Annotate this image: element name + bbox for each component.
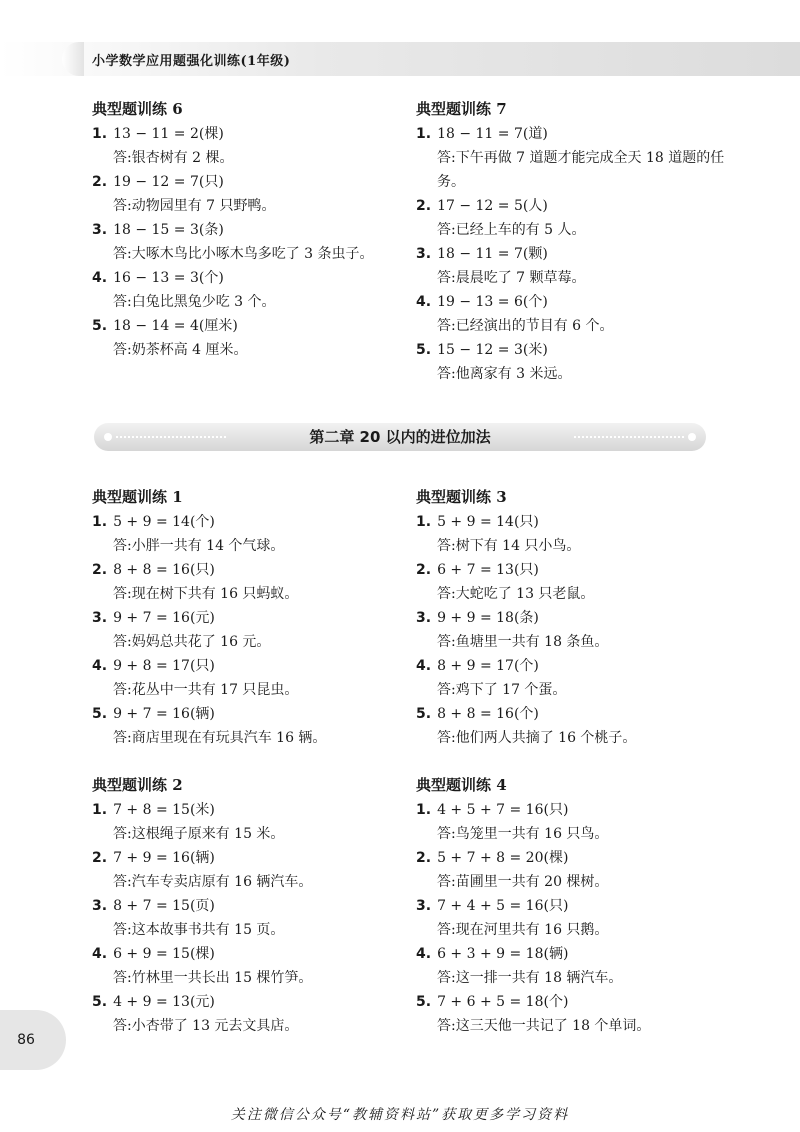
item-number: 1. — [92, 802, 108, 818]
list-item — [92, 170, 422, 218]
answer: 答:这根绳子原来有 15 米。 — [113, 826, 285, 842]
answer: 答:已经演出的节目有 6 个。 — [437, 318, 614, 334]
equation: 6 + 7 = 13(只) — [437, 562, 539, 578]
answer: 答:竹林里一共长出 15 棵竹笋。 — [113, 970, 313, 986]
equation: 9 + 9 = 18(条) — [437, 610, 539, 626]
equation: 19 − 12 = 7(只) — [113, 174, 224, 190]
equation: 18 − 11 = 7(道) — [437, 126, 548, 142]
section-practice-1 — [92, 484, 422, 750]
answer: 答:苗圃里一共有 20 棵树。 — [437, 874, 609, 890]
list-item — [92, 122, 422, 170]
item-number: 2. — [92, 850, 108, 866]
item-number: 4. — [92, 946, 108, 962]
answer: 答:小胖一共有 14 个气球。 — [113, 538, 285, 554]
item-number: 1. — [416, 126, 432, 142]
answer: 答:妈妈总共花了 16 元。 — [113, 634, 271, 650]
answer: 答:这本故事书共有 15 页。 — [113, 922, 285, 938]
list-item — [416, 510, 746, 558]
list-item — [416, 990, 746, 1038]
answer: 答:鸟笼里一共有 16 只鸟。 — [437, 826, 609, 842]
list-item — [92, 654, 422, 702]
item-number: 1. — [92, 126, 108, 142]
list-item — [416, 894, 746, 942]
equation: 8 + 7 = 15(页) — [113, 898, 215, 914]
equation: 7 + 6 + 5 = 18(个) — [437, 994, 569, 1010]
answer: 答:动物园里有 7 只野鸭。 — [113, 198, 276, 214]
banner-dotted-line — [574, 436, 684, 438]
section-title: 典型题训练 7 — [416, 100, 507, 118]
item-number: 5. — [92, 318, 108, 334]
equation: 5 + 9 = 14(个) — [113, 514, 215, 530]
list-item — [416, 242, 746, 290]
chapter-title: 第二章 20 以内的进位加法 — [309, 428, 491, 446]
equation: 17 − 12 = 5(人) — [437, 198, 548, 214]
equation: 16 − 13 = 3(个) — [113, 270, 224, 286]
list-item — [416, 122, 746, 194]
list-item — [92, 558, 422, 606]
equation: 18 − 14 = 4(厘米) — [113, 318, 238, 334]
item-number: 3. — [92, 610, 108, 626]
running-header-title: 小学数学应用题强化训练(1年级) — [92, 54, 291, 69]
section-title: 典型题训练 2 — [92, 776, 183, 794]
item-number: 1. — [416, 514, 432, 530]
list-item — [92, 314, 422, 362]
equation: 8 + 8 = 16(只) — [113, 562, 215, 578]
banner-dot-icon — [688, 433, 696, 441]
equation: 7 + 9 = 16(辆) — [113, 850, 215, 866]
page-number: 86 — [17, 1032, 35, 1048]
list-item — [92, 942, 422, 990]
answer: 答:银杏树有 2 棵。 — [113, 150, 234, 166]
item-number: 4. — [92, 270, 108, 286]
list-item — [416, 338, 746, 386]
item-number: 5. — [92, 706, 108, 722]
equation: 9 + 7 = 16(辆) — [113, 706, 215, 722]
item-number: 1. — [92, 514, 108, 530]
item-number: 4. — [416, 658, 432, 674]
answer: 答:鱼塘里一共有 18 条鱼。 — [437, 634, 609, 650]
list-item — [416, 702, 746, 750]
list-item — [92, 606, 422, 654]
list-item — [92, 846, 422, 894]
answer: 答:已经上车的有 5 人。 — [437, 222, 586, 238]
equation: 9 + 8 = 17(只) — [113, 658, 215, 674]
item-number: 5. — [416, 706, 432, 722]
item-number: 1. — [416, 802, 432, 818]
section-title: 典型题训练 4 — [416, 776, 507, 794]
list-item — [416, 558, 746, 606]
list-item — [416, 798, 746, 846]
list-item — [92, 894, 422, 942]
list-item — [416, 654, 746, 702]
list-item — [92, 702, 422, 750]
equation: 5 + 7 + 8 = 20(棵) — [437, 850, 569, 866]
answer: 答:晨晨吃了 7 颗草莓。 — [437, 270, 586, 286]
answer: 答:这一排一共有 18 辆汽车。 — [437, 970, 623, 986]
equation: 4 + 5 + 7 = 16(只) — [437, 802, 569, 818]
answer: 答:花丛中一共有 17 只昆虫。 — [113, 682, 299, 698]
equation: 5 + 9 = 14(只) — [437, 514, 539, 530]
list-item — [92, 510, 422, 558]
answer: 答:商店里现在有玩具汽车 16 辆。 — [113, 730, 327, 746]
answer: 答:现在树下共有 16 只蚂蚁。 — [113, 586, 299, 602]
section-title: 典型题训练 1 — [92, 488, 183, 506]
footer-note: 关注微信公众号“教辅资料站”获取更多学习资料 — [230, 1107, 570, 1123]
section-practice-3 — [416, 484, 746, 750]
item-number: 4. — [416, 946, 432, 962]
item-number: 3. — [416, 898, 432, 914]
item-number: 2. — [92, 174, 108, 190]
item-number: 5. — [416, 342, 432, 358]
answer: 答:他们两人共摘了 16 个桃子。 — [437, 730, 637, 746]
answer: 答:树下有 14 只小鸟。 — [437, 538, 581, 554]
list-item — [416, 194, 746, 242]
list-item — [416, 942, 746, 990]
item-number: 4. — [92, 658, 108, 674]
item-number: 5. — [416, 994, 432, 1010]
answer: 答:大啄木鸟比小啄木鸟多吃了 3 条虫子。 — [113, 246, 374, 262]
item-number: 3. — [92, 222, 108, 238]
item-number: 4. — [416, 294, 432, 310]
list-item — [92, 218, 422, 266]
item-number: 3. — [416, 610, 432, 626]
answer: 答:小杏带了 13 元去文具店。 — [113, 1018, 299, 1034]
equation: 6 + 3 + 9 = 18(辆) — [437, 946, 569, 962]
answer: 答:白兔比黑兔少吃 3 个。 — [113, 294, 276, 310]
equation: 18 − 11 = 7(颗) — [437, 246, 548, 262]
item-number: 2. — [416, 850, 432, 866]
equation: 4 + 9 = 13(元) — [113, 994, 215, 1010]
item-number: 2. — [416, 198, 432, 214]
list-item — [92, 798, 422, 846]
answer: 答:汽车专卖店原有 16 辆汽车。 — [113, 874, 313, 890]
answer: 答:他离家有 3 米远。 — [437, 366, 572, 382]
list-item — [416, 290, 746, 338]
item-number: 3. — [416, 246, 432, 262]
section-practice-6 — [92, 96, 422, 362]
list-item — [416, 846, 746, 894]
answer: 答:奶茶杯高 4 厘米。 — [113, 342, 248, 358]
item-number: 5. — [92, 994, 108, 1010]
answer: 答:现在河里共有 16 只鹅。 — [437, 922, 609, 938]
list-item — [92, 990, 422, 1038]
section-practice-2 — [92, 772, 422, 1038]
item-number: 3. — [92, 898, 108, 914]
item-number: 2. — [92, 562, 108, 578]
section-title: 典型题训练 3 — [416, 488, 507, 506]
equation: 19 − 13 = 6(个) — [437, 294, 548, 310]
section-practice-7 — [416, 96, 746, 386]
item-number: 2. — [416, 562, 432, 578]
equation: 7 + 4 + 5 = 16(只) — [437, 898, 569, 914]
section-practice-4 — [416, 772, 746, 1038]
equation: 15 − 12 = 3(米) — [437, 342, 548, 358]
answer: 答:大蛇吃了 13 只老鼠。 — [437, 586, 595, 602]
list-item — [416, 606, 746, 654]
section-title: 典型题训练 6 — [92, 100, 183, 118]
equation: 18 − 15 = 3(条) — [113, 222, 224, 238]
equation: 6 + 9 = 15(棵) — [113, 946, 215, 962]
equation: 7 + 8 = 15(米) — [113, 802, 215, 818]
answer: 答:鸡下了 17 个蛋。 — [437, 682, 567, 698]
equation: 9 + 7 = 16(元) — [113, 610, 215, 626]
list-item — [92, 266, 422, 314]
answer: 答:下午再做 7 道题才能完成全天 18 道题的任务。 — [437, 150, 725, 190]
equation: 8 + 8 = 16(个) — [437, 706, 539, 722]
equation: 13 − 11 = 2(棵) — [113, 126, 224, 142]
chapter-banner — [94, 423, 706, 451]
equation: 8 + 9 = 17(个) — [437, 658, 539, 674]
answer: 答:这三天他一共记了 18 个单词。 — [437, 1018, 651, 1034]
